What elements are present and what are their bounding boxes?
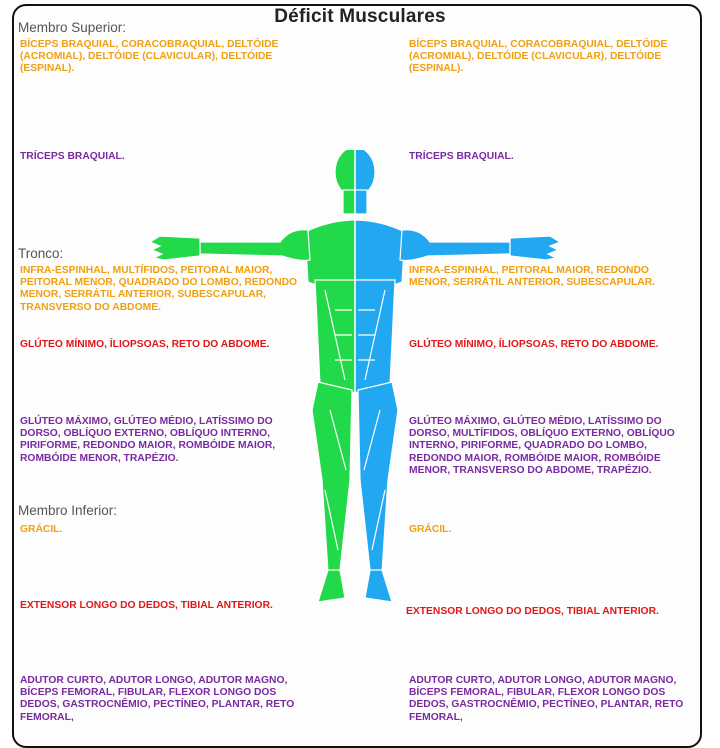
section-lower-limb: Membro Inferior: xyxy=(18,503,118,518)
right-trunk-red: GLÚTEO MÍNIMO, ÍLIOPSOAS, RETO DO ABDOME. xyxy=(409,339,659,350)
section-upper-limb: Membro Superior: xyxy=(18,20,127,35)
left-trunk-red: GLÚTEO MÍNIMO, ÍLIOPSOAS, RETO DO ABDOME. xyxy=(20,339,270,350)
right-trunk-purple: GLÚTEO MÁXIMO, GLÚTEO MÉDIO, LATÍSSIMO DO DORSO, MULTÍFIDOS, OBLÍQUO EXTERNO, OBLÍQUO INTERNO, PIRIFORME, QUADRADO DO LOMBO, REDONDO MAIOR, ROMBÓIDE MAIOR, ROMBÓIDE MENOR, TRANSVERSO DO ABDOME, TRAPÉZIO. xyxy=(409,416,675,476)
left-lower-orange: GRÁCIL. xyxy=(20,524,63,535)
left-lower-purple: ADUTOR CURTO, ADUTOR LONGO, ADUTOR MAGNO, BÍCEPS FEMORAL, FIBULAR, FLEXOR LONGO DOS DEDOS, GASTROCNÊMIO, PECTÍNEO, PLANTAR, RETO FEMORAL, xyxy=(20,675,295,723)
left-upper-purple: TRÍCEPS BRAQUIAL. xyxy=(20,151,125,162)
left-trunk-purple: GLÚTEO MÁXIMO, GLÚTEO MÉDIO, LATÍSSIMO DO DORSO, OBLÍQUO EXTERNO, OBLÍQUO INTERNO, PIRIFORME, REDONDO MAIOR, ROMBÓIDE MAIOR, ROMBÓIDE MENOR, TRAPÉZIO. xyxy=(20,416,276,464)
section-trunk: Tronco: xyxy=(18,246,64,261)
left-lower-red: EXTENSOR LONGO DO DEDOS, TIBIAL ANTERIOR. xyxy=(20,600,273,611)
right-upper-purple: TRÍCEPS BRAQUIAL. xyxy=(409,151,514,162)
right-lower-purple: ADUTOR CURTO, ADUTOR LONGO, ADUTOR MAGNO, BÍCEPS FEMORAL, FIBULAR, FLEXOR LONGO DOS DEDOS, GASTROCNÊMIO, PECTÍNEO, PLANTAR, RETO FEMORAL, xyxy=(409,675,684,723)
right-lower-orange: GRÁCIL. xyxy=(409,524,452,535)
right-trunk-orange: INFRA-ESPINHAL, PEITORAL MAIOR, REDONDO MENOR, SERRÁTIL ANTERIOR, SUBESCAPULAR. xyxy=(409,265,655,289)
page-title: Déficit Musculares xyxy=(274,6,446,27)
left-upper-orange: BÍCEPS BRAQUIAL, CORACOBRAQUIAL, DELTÓIDE (ACROMIAL), DELTÓIDE (CLAVICULAR), DELTÓIDE (ESPINAL). xyxy=(20,39,279,75)
right-upper-orange: BÍCEPS BRAQUIAL, CORACOBRAQUIAL, DELTÓIDE (ACROMIAL), DELTÓIDE (CLAVICULAR), DELTÓIDE (ESPINAL). xyxy=(409,39,668,75)
left-trunk-orange: INFRA-ESPINHAL, MULTÍFIDOS, PEITORAL MAIOR, PEITORAL MENOR, QUADRADO DO LOMBO, REDONDO MENOR, SERRÁTIL ANTERIOR, SUBESCAPULAR, TRANSVERSO DO ABDOME. xyxy=(20,265,298,313)
right-lower-red: EXTENSOR LONGO DO DEDOS, TIBIAL ANTERIOR. xyxy=(406,606,659,617)
muscle-body-figure xyxy=(140,150,570,610)
